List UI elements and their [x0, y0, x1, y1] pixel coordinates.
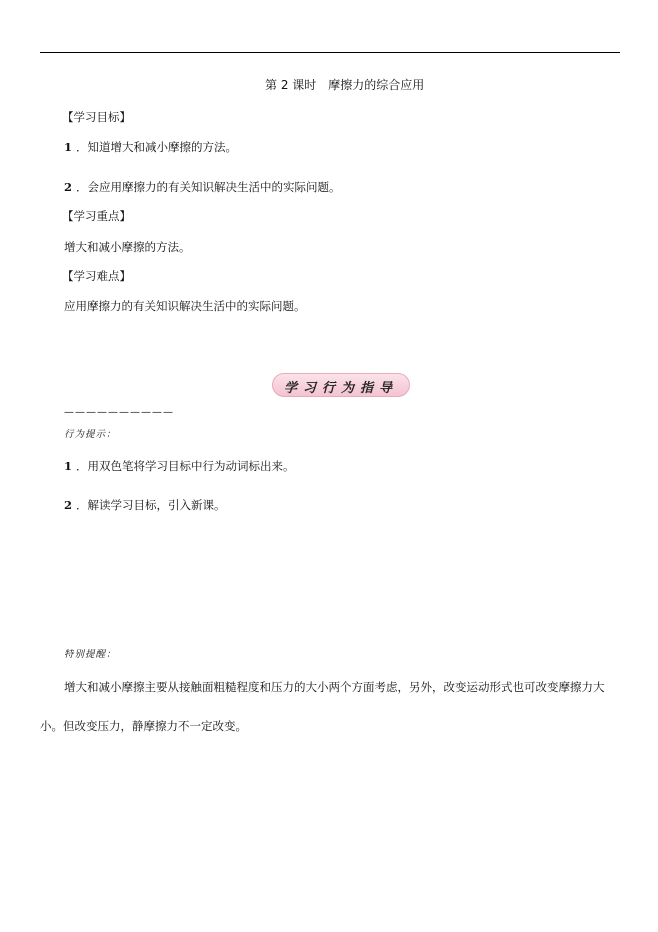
special-note-line-2: 小。但改变压力，静摩擦力不一定改变。 — [40, 719, 247, 733]
behavior-hint-item-1 — [64, 459, 295, 473]
section-banner — [272, 373, 410, 397]
difficulties-text: 应用摩擦力的有关知识解决生活中的实际问题。 — [64, 299, 306, 313]
item-number: 1 — [64, 140, 73, 154]
item-text: ．用双色笔将学习目标中行为动词标出来。 — [76, 459, 295, 473]
banner-text: 学习行为指导 — [283, 381, 398, 396]
header-rule — [40, 52, 620, 53]
behavior-hint-label: 行为提示： — [64, 429, 117, 440]
item-text: ．知道增大和减小摩擦的方法。 — [76, 140, 238, 154]
item-number: 2 — [64, 498, 73, 512]
item-number: 2 — [64, 180, 73, 194]
special-note-line-1: 增大和减小摩擦主要从接触面粗糙程度和压力的大小两个方面考虑，另外，改变运动形式也可改变摩擦力大 — [64, 680, 605, 694]
item-text: ．解读学习目标，引入新课。 — [76, 498, 226, 512]
difficulties-heading: 【学习难点】 — [62, 269, 131, 283]
item-number: 1 — [64, 459, 73, 473]
behavior-hint-item-2 — [64, 498, 226, 512]
page-title: 第 2 课时 摩擦力的综合应用 — [265, 78, 425, 92]
key-points-text: 增大和减小摩擦的方法。 — [64, 240, 191, 254]
learning-goal-item-2 — [64, 180, 341, 194]
key-points-heading: 【学习重点】 — [62, 209, 131, 223]
learning-goal-item-1 — [64, 140, 237, 154]
item-text: ．会应用摩擦力的有关知识解决生活中的实际问题。 — [76, 180, 341, 194]
special-note-label: 特别提醒： — [64, 649, 117, 660]
dash-divider: —————————— — [64, 407, 174, 418]
learning-goals-heading: 【学习目标】 — [62, 110, 131, 124]
